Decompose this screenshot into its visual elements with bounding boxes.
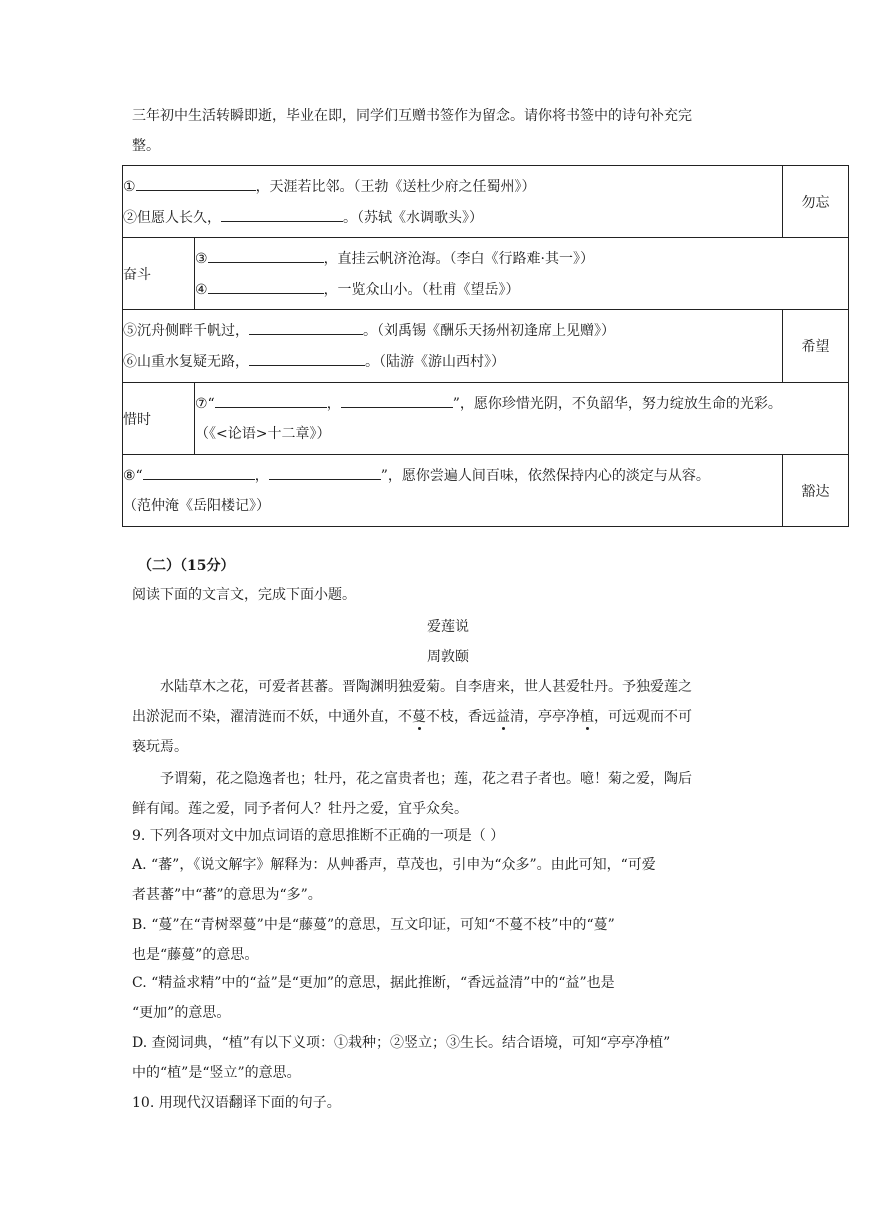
bookmark-2-suffix: 。（苏轼《水调歌头》） [343, 209, 483, 226]
bookmark-1-suffix: ，天涯若比邻。（王勃《送杜少府之任蜀州》） [255, 178, 536, 195]
dotted-word-zhi: 植 [580, 709, 594, 725]
answer-blank-3[interactable] [208, 248, 324, 263]
bookmark-7-suffix: ”，愿你珍惜光阴，不负韶华，努力绽放生命的光彩。 [452, 396, 782, 412]
bookmark-1-prefix: ① [123, 178, 136, 195]
question-9: 9. 下列各项对文中加点词语的意思推断不正确的一项是（ ） [132, 828, 505, 844]
question-10: 10. 用现代汉语翻译下面的句子。 [132, 1095, 341, 1111]
bookmark-8-prefix: ⑧“ [123, 468, 143, 484]
answer-blank-8b[interactable] [269, 465, 381, 480]
answer-blank-7a[interactable] [215, 393, 327, 408]
answer-blank-5[interactable] [249, 320, 363, 335]
bookmark-label-4: 惜时 [123, 383, 195, 455]
option-c-line1: C. “精益求精”中的“益”是“更加”的意思，据此推断，“香远益清”中的“益”也是 [132, 975, 615, 991]
essay-para2-line2: 鲜有闻。莲之爱，同予者何人？牡丹之爱，宜乎众矣。 [132, 801, 468, 817]
option-d-line2: 中的“植”是“竖立”的意思。 [132, 1065, 301, 1081]
bookmark-8-suffix: ”，愿你尝遍人间百味，依然保持内心的淡定与从容。 [380, 468, 710, 484]
option-a-line1: A. “蕃”，《说文解字》解释为：从艸番声，草茂也，引申为“众多”。由此可知，“可爱 [132, 857, 656, 873]
essay-para1-line3: 亵玩焉。 [132, 739, 188, 755]
essay-author: 周敦颐 [427, 649, 469, 665]
bookmark-4-prefix: ④ [195, 281, 208, 298]
bookmark-label-1: 勿忘 [783, 166, 849, 238]
bookmark-8-mid: ， [254, 468, 269, 484]
answer-blank-4[interactable] [208, 279, 324, 294]
bookmark-label-2: 奋斗 [123, 238, 195, 310]
bookmark-2-prefix: ②但愿人长久， [123, 209, 221, 226]
bookmark-row-1 [123, 166, 849, 238]
answer-blank-6[interactable] [249, 351, 365, 366]
answer-blank-7b[interactable] [341, 393, 453, 408]
bookmark-6-suffix: 。（陆游《游山西村》） [365, 354, 505, 370]
essay-title: 爱莲说 [427, 619, 469, 635]
dotted-word-man: 蔓 [412, 709, 426, 725]
option-d-line1: D. 查阅词典，“植”有以下义项：①栽种；②竖立；③生长。结合语境，可知“亭亭净植” [132, 1035, 671, 1051]
bookmark-3-prefix: ③ [195, 250, 208, 267]
bookmark-4-suffix: ，一览众山小。（杜甫《望岳》） [323, 281, 520, 298]
bookmark-5-prefix: ⑤沉舟侧畔千帆过， [123, 323, 249, 339]
intro-line-2: 整。 [132, 138, 160, 154]
bookmark-7-mid: ， [326, 396, 341, 412]
essay-para1-line1: 水陆草木之花，可爱者甚蕃。晋陶渊明独爱菊。自李唐来，世人甚爱牡丹。予独爱莲之 [160, 679, 692, 695]
bookmark-7-prefix: ⑦“ [195, 396, 215, 412]
bookmark-8-source: （范仲淹《岳阳楼记》） [123, 498, 270, 514]
option-b-line2: 也是“藤蔓”的意思。 [132, 947, 259, 963]
intro-line-1: 三年初中生活转瞬即逝，毕业在即，同学们互赠书签作为留念。请你将书签中的诗句补充完 [132, 108, 692, 124]
bookmark-7-source: （《<论语>十二章》） [195, 426, 331, 442]
bookmark-table [122, 165, 849, 527]
bookmark-row-5 [123, 455, 849, 527]
essay-para1-line2: 出淤泥而不染，濯清涟而不妖，中通外直，不蔓不枝，香远益清，亭亭净植，可远观而不可 [132, 709, 692, 725]
answer-blank-8a[interactable] [143, 465, 255, 480]
essay-para2-line1: 予谓菊，花之隐逸者也；牡丹，花之富贵者也；莲，花之君子者也。噫！菊之爱，陶后 [160, 771, 692, 787]
option-c-line2: “更加”的意思。 [132, 1005, 231, 1021]
bookmark-5-suffix: 。（刘禹锡《酬乐天扬州初逢席上见赠》） [363, 323, 615, 339]
section-heading: （二）（15分） [138, 558, 235, 574]
reading-instruction: 阅读下面的文言文，完成下面小题。 [132, 587, 356, 603]
option-b-line1: B. “蔓”在“青树翠蔓”中是“藤蔓”的意思，互文印证，可知“不蔓不枝”中的“蔓” [132, 917, 615, 933]
option-a-line2: 者甚蕃”中“蕃”的意思为“多”。 [132, 887, 322, 903]
bookmark-row-2 [123, 238, 849, 310]
answer-blank-2[interactable] [221, 207, 343, 222]
bookmark-3-suffix: ，直挂云帆济沧海。（李白《行路难·其一》） [323, 250, 595, 267]
dotted-word-yi: 益 [496, 709, 510, 725]
bookmark-6-prefix: ⑥山重水复疑无路， [123, 354, 249, 370]
bookmark-row-3 [123, 310, 849, 383]
answer-blank-1[interactable] [136, 176, 256, 191]
bookmark-label-5: 豁达 [783, 455, 849, 527]
bookmark-row-4 [123, 383, 849, 455]
bookmark-label-3: 希望 [783, 310, 849, 383]
